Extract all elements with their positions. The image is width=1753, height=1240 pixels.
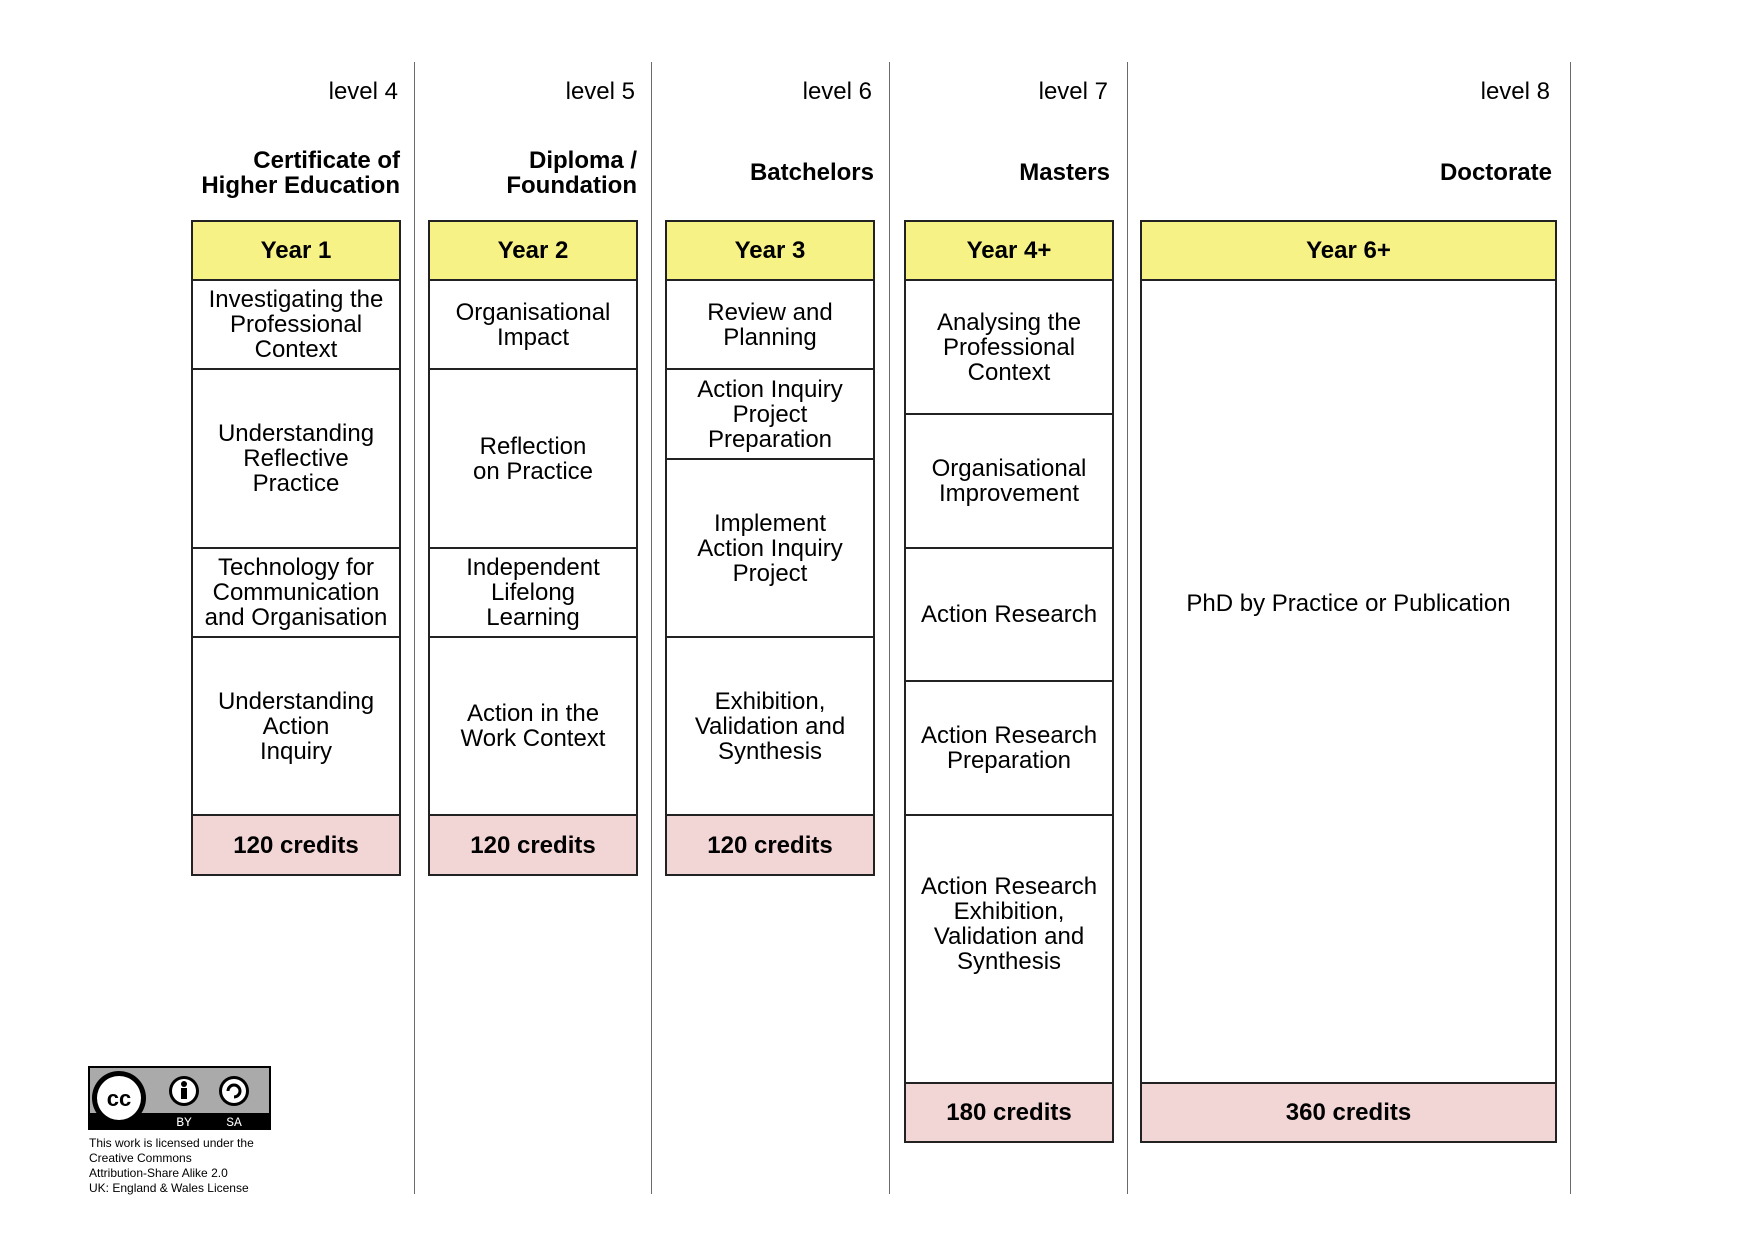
programme-column-year-2 [428,220,638,876]
level-label-6: level 6 [802,78,872,105]
module-cell: Understanding Action Inquiry [193,638,399,816]
credits-footer: 120 credits [193,816,399,874]
year-header: Year 1 [193,222,399,281]
module-cell: Organisational Impact [430,281,636,370]
credits-footer: 360 credits [1142,1084,1555,1141]
column-divider [889,62,890,1194]
award-title-doctorate: Doctorate [1439,159,1552,186]
module-cell: Investigating the Professional Context [193,281,399,370]
module-cell: Technology for Communication and Organisation [193,549,399,638]
module-cell: Action Research Preparation [906,682,1112,816]
license-line: Attribution-Share Alike 2.0 [89,1166,228,1180]
attribution-icon-body [181,1088,187,1099]
level-label-5: level 5 [565,78,635,105]
year-header: Year 4+ [906,222,1112,281]
level-label-4: level 4 [328,78,398,105]
share-alike-icon [222,1079,246,1103]
module-cell: Reflection on Practice [430,370,636,549]
cc-icon-letters: cc [106,1086,132,1111]
license-line: UK: England & Wales License [89,1181,249,1195]
credits-footer: 180 credits [906,1084,1112,1141]
credits-footer: 120 credits [430,816,636,874]
year-header: Year 6+ [1142,222,1555,281]
column-divider [414,62,415,1194]
column-divider [1570,62,1571,1194]
module-cell: Exhibition, Validation and Synthesis [667,638,873,816]
programme-column-year-1 [191,220,401,876]
module-cell: Action Research [906,549,1112,682]
award-title-masters: Masters [1019,159,1110,186]
module-cell: Action Inquiry Project Preparation [667,370,873,460]
module-cell: Action in the Work Context [430,638,636,816]
programme-column-year-4 [904,220,1114,1143]
column-divider [1127,62,1128,1194]
module-cell: Organisational Improvement [906,415,1112,549]
creative-commons-badge [88,1066,271,1130]
level-label-7: level 7 [1038,78,1108,105]
module-cell: Independent Lifelong Learning [430,549,636,638]
badge-sa-label: SA [226,1115,242,1130]
programme-column-year-3 [665,220,875,876]
award-title-diploma: Diploma / Foundation [506,146,637,199]
module-cell: Action Research Exhibition, Validation and Synthesis [906,816,1112,1084]
license-line: This work is licensed under the [89,1136,254,1150]
module-cell: Analysing the Professional Context [906,281,1112,415]
credits-footer: 120 credits [667,816,873,874]
award-title-batchelors: Batchelors [749,159,874,186]
module-cell: Understanding Reflective Practice [193,370,399,549]
year-header: Year 3 [667,222,873,281]
badge-by-label: BY [176,1115,192,1130]
column-divider [651,62,652,1194]
programme-column-year-6 [1140,220,1557,1143]
module-cell: Implement Action Inquiry Project [667,460,873,638]
module-cell: Review and Planning [667,281,873,370]
license-line: Creative Commons [89,1151,192,1165]
award-title-certificate: Certificate of Higher Education [201,146,400,199]
license-notice [89,1136,309,1196]
module-cell: PhD by Practice or Publication [1142,281,1555,1084]
year-header: Year 2 [430,222,636,281]
attribution-icon-head [181,1081,187,1087]
level-label-8: level 8 [1480,78,1550,105]
